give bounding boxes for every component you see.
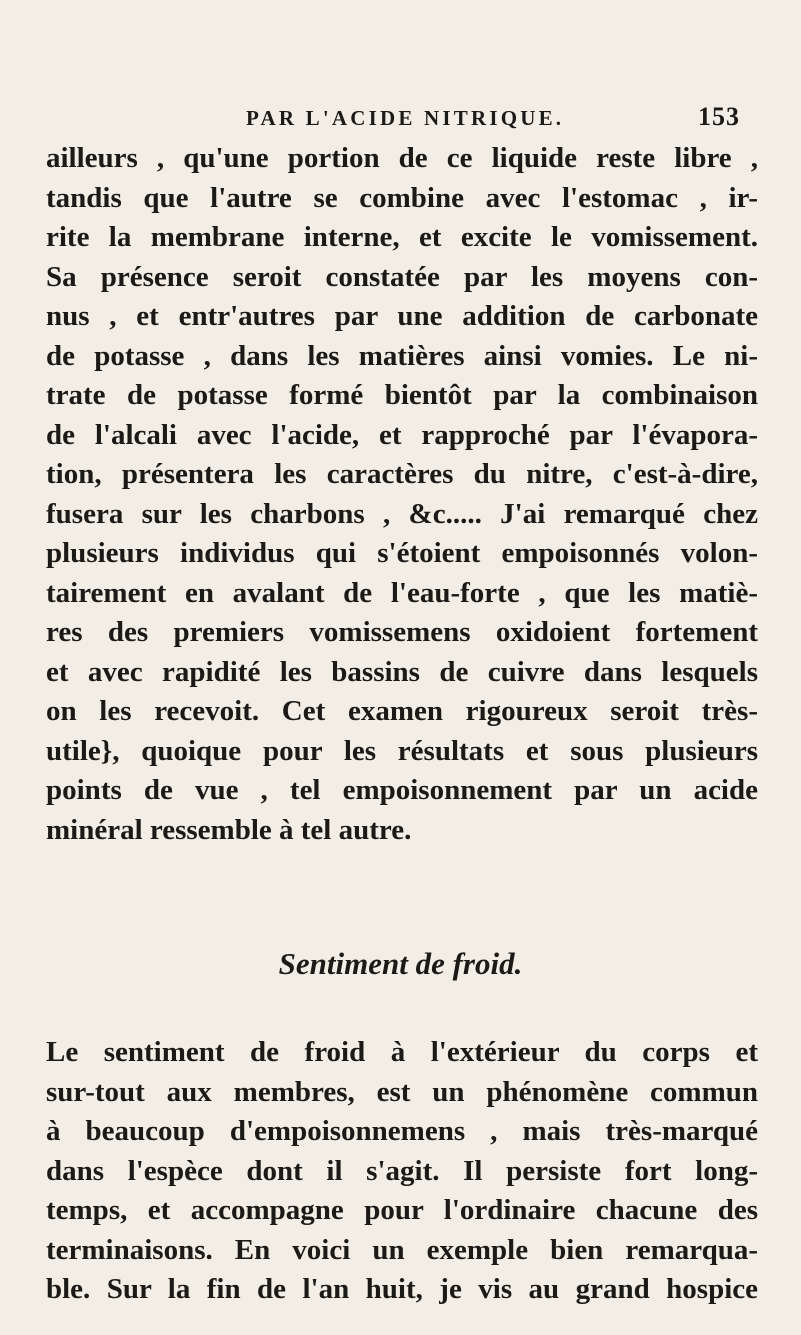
text-line: utile}, quoique pour les résultats et sous plusieurs xyxy=(46,734,758,767)
running-title: PAR L'ACIDE NITRIQUE. xyxy=(246,106,565,130)
text-line: on les recevoit. Cet examen rigoureux seroit très- xyxy=(46,695,758,727)
text-line: ailleurs , qu'une portion de ce liquide reste libre , xyxy=(46,142,758,174)
section-heading: Sentiment de froid. xyxy=(278,946,523,981)
paragraph-2 xyxy=(46,1033,758,1310)
text-line: tairement en avalant de l'eau-forte , que les matiè- xyxy=(46,576,758,609)
text-line: trate de potasse formé bientôt par la combinaison xyxy=(46,379,758,411)
text-line: res des premiers vomissemens oxidoient fortement xyxy=(46,616,758,648)
text-line: rite la membrane interne, et excite le vomissement. xyxy=(46,221,758,253)
text-line: à beaucoup d'empoisonnemens , mais très-marqué xyxy=(46,1115,758,1147)
text-line: tion, présentera les caractères du nitre, c'est-à-dire, xyxy=(46,458,758,490)
text-line: nus , et entr'autres par une addition de carbonate xyxy=(46,300,758,332)
text-line: ble. Sur la fin de l'an huit, je vis au grand hospice xyxy=(46,1273,758,1305)
text-line: temps, et accompagne pour l'ordinaire chacune des xyxy=(46,1194,758,1226)
text-line: plusieurs individus qui s'étoient empoisonnés volon- xyxy=(46,537,758,569)
text-line: terminaisons. En voici un exemple bien remarqua- xyxy=(46,1233,758,1266)
text-line: dans l'espèce dont il s'agit. Il persiste fort long- xyxy=(46,1154,758,1187)
text-line: points de vue , tel empoisonnement par un acide xyxy=(46,774,758,806)
text-line: sur-tout aux membres, est un phénomène commun xyxy=(46,1075,758,1108)
text-line: minéral ressemble à tel autre. xyxy=(46,813,412,846)
text-line: tandis que l'autre se combine avec l'estomac , ir- xyxy=(46,181,758,214)
paragraph-1 xyxy=(46,139,758,850)
text-line: et avec rapidité les bassins de cuivre dans lesquels xyxy=(46,655,758,688)
page-number: 153 xyxy=(698,102,740,131)
text-line: fusera sur les charbons , &c..... J'ai remarqué chez xyxy=(46,497,758,530)
text-line: Le sentiment de froid à l'extérieur du corps et xyxy=(46,1036,758,1068)
text-line: Sa présence seroit constatée par les moyens con- xyxy=(46,260,758,293)
text-line: de l'alcali avec l'acide, et rapproché par l'évapora- xyxy=(46,418,758,451)
text-line: de potasse , dans les matières ainsi vomies. Le ni- xyxy=(46,339,758,372)
